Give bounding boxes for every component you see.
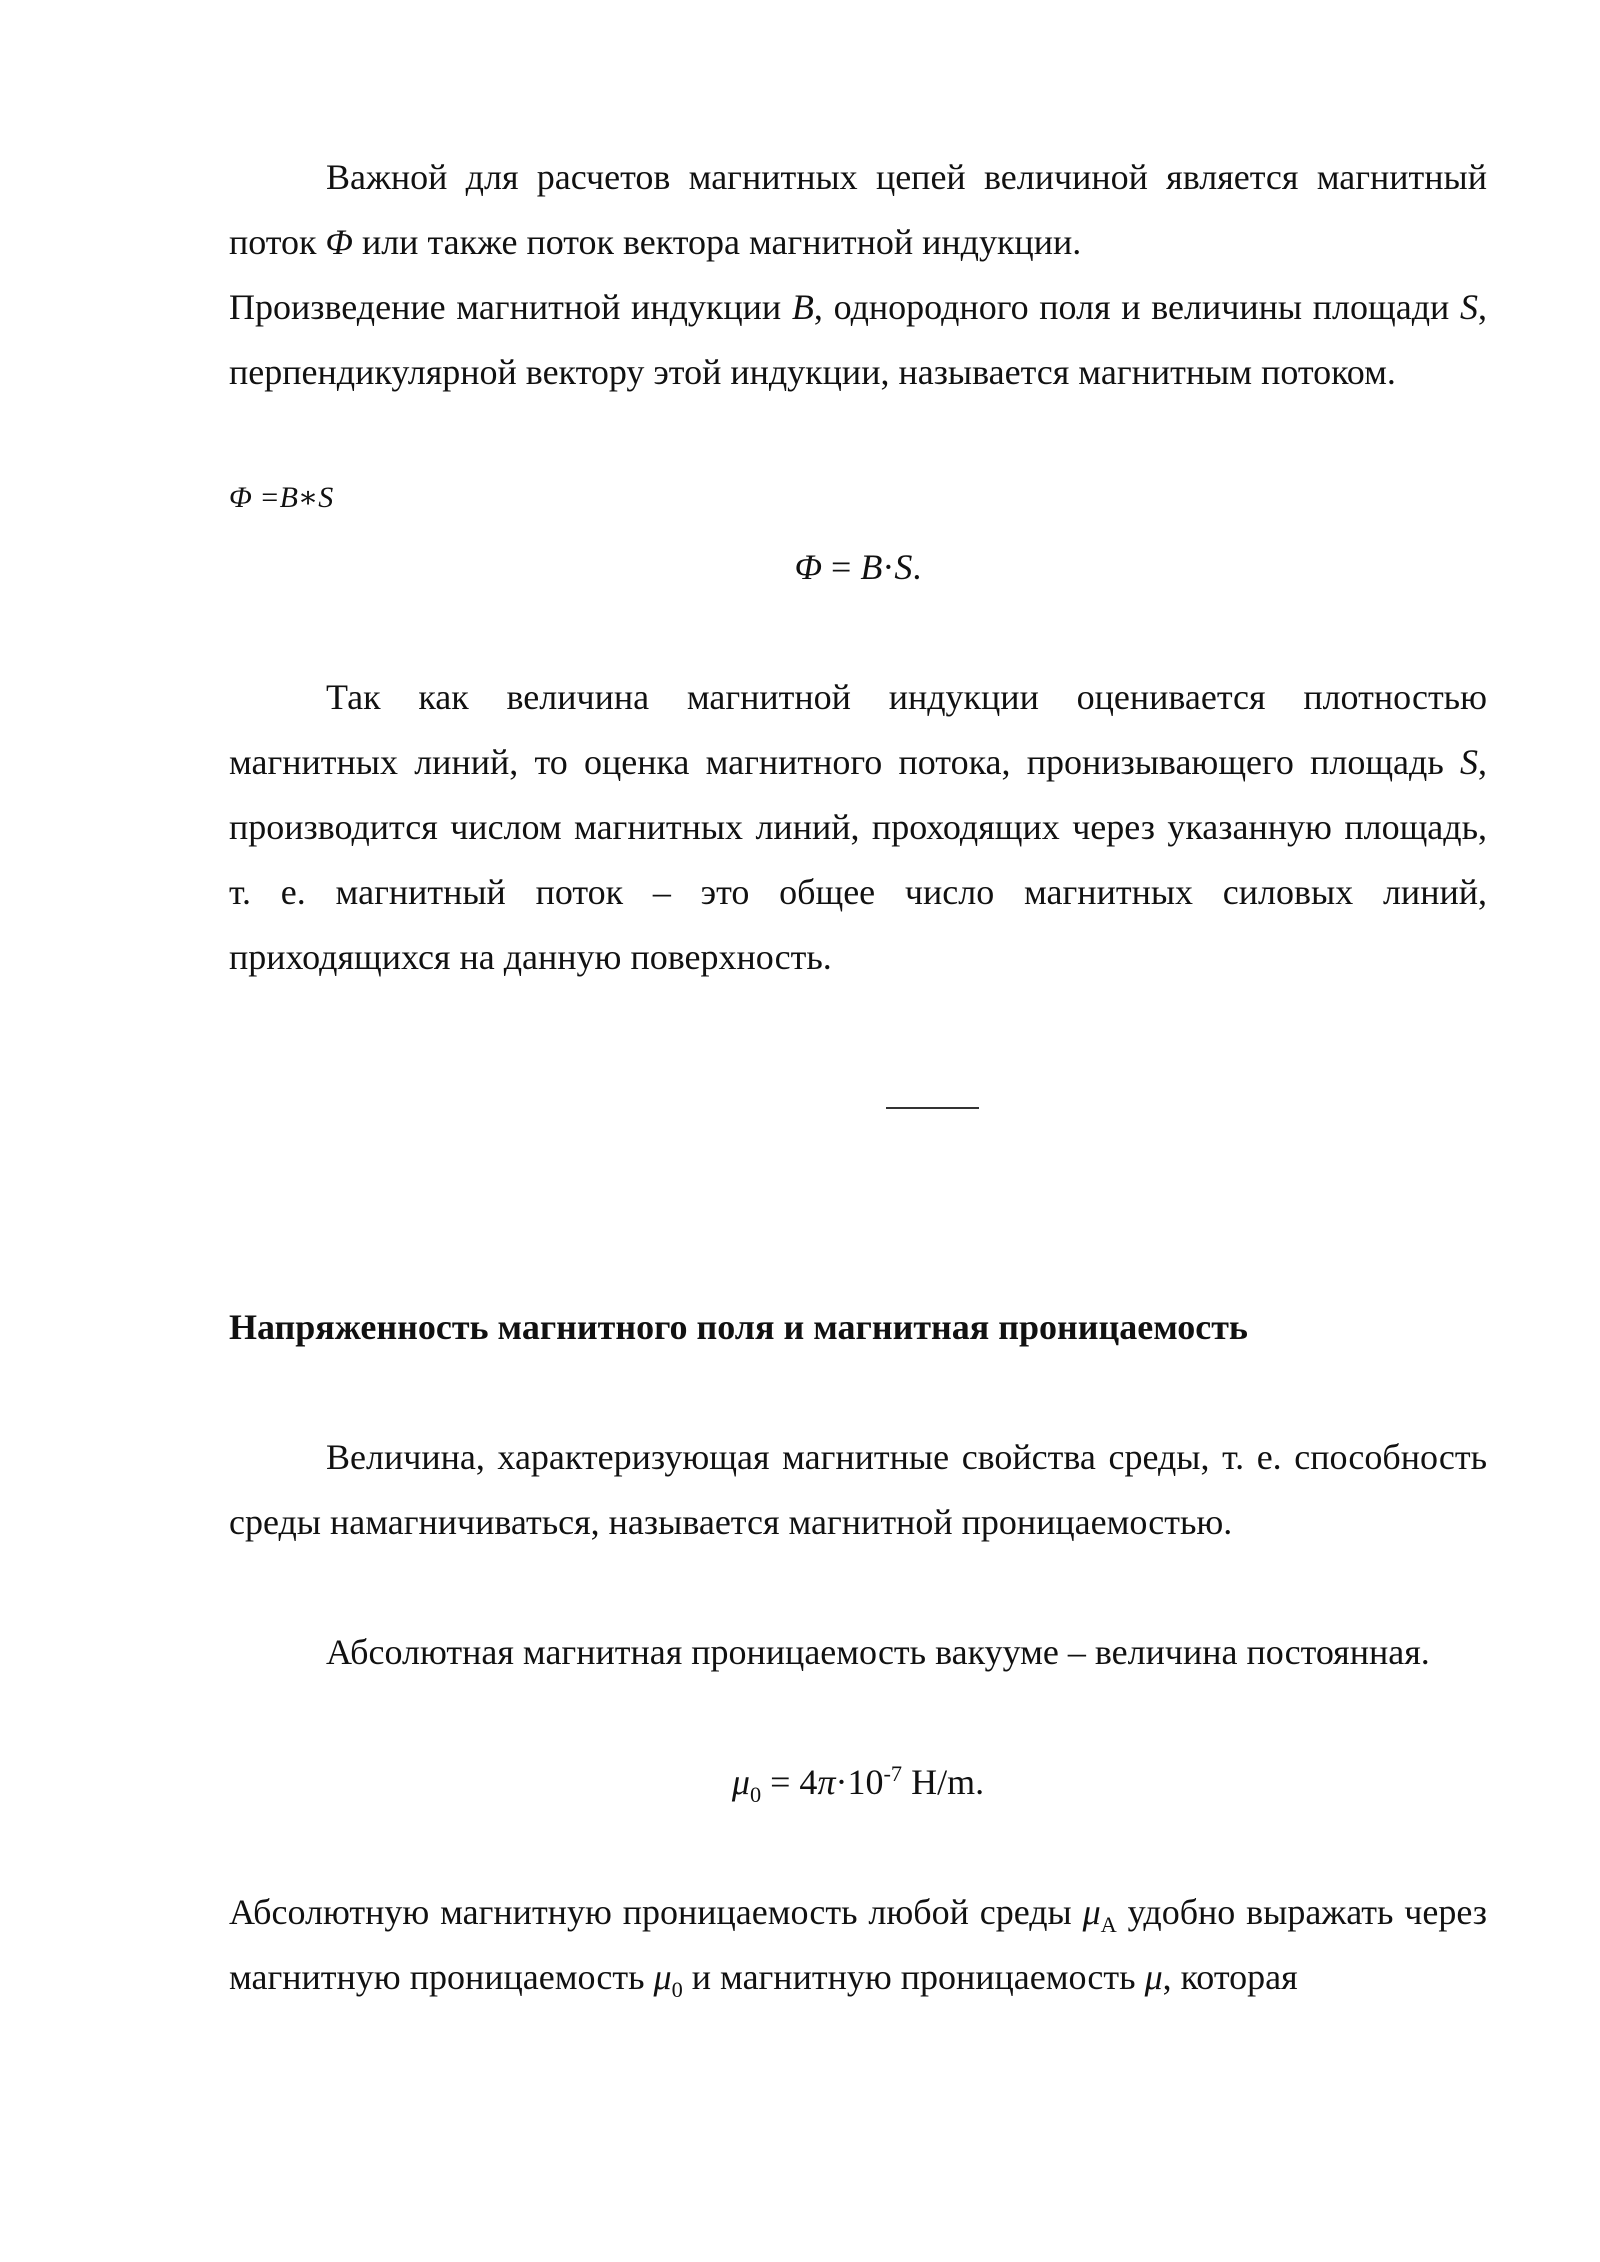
- paragraph-vacuum-permeability: Абсолютная магнитная проницаемость вакууме – величина постоянная.: [326, 1632, 1430, 1672]
- superscript-exponent: -7: [883, 1761, 903, 1786]
- text-span: , которая: [1162, 1957, 1298, 1997]
- paragraph-relative-permeability: [229, 1880, 1487, 2010]
- paragraph-magnetic-flux-intro: [229, 145, 1487, 275]
- section-divider: [886, 1107, 979, 1109]
- text-span: Важной для расчетов магнитных цепей величиной является магнитный: [326, 157, 1487, 197]
- text-span: , однородного поля и величины площади: [813, 287, 1460, 327]
- text-span: ·10: [835, 1762, 884, 1802]
- paragraph-flux-lines: [229, 665, 1487, 990]
- symbol-s: S: [1460, 742, 1478, 782]
- text-span: H/m.: [902, 1762, 985, 1802]
- text-span: поток: [229, 222, 326, 262]
- symbol-mu: μ: [1082, 1892, 1101, 1932]
- text-span: Так как величина магнитной индукции оценивается плотностью магнитных линий, то оценка магнитного потока, пронизывающего площадь: [229, 677, 1487, 782]
- formula-flux: [229, 535, 1487, 600]
- text-span: =: [822, 547, 861, 587]
- symbol-pi: π: [817, 1762, 836, 1802]
- subscript-zero: 0: [671, 1977, 683, 2003]
- text-span: .: [912, 547, 922, 587]
- text-span: , перпендикулярной вектору этой индукции, называется магнитным потоком.: [229, 287, 1487, 392]
- symbol-mu: μ: [731, 1762, 750, 1802]
- subscript-zero: 0: [749, 1782, 762, 1808]
- symbol-phi: Φ: [325, 222, 353, 262]
- text-span: = 4: [761, 1762, 818, 1802]
- text-span: Произведение магнитной индукции: [229, 287, 792, 327]
- symbol-b: B: [791, 287, 814, 327]
- text-span: Абсолютную магнитную проницаемость любой среды: [229, 1892, 1083, 1932]
- inline-equation-small: Φ =B∗S: [229, 481, 334, 514]
- text-span: или также поток вектора магнитной индукции.: [352, 222, 1082, 262]
- text-span: ·: [882, 547, 895, 587]
- text-span: , производится числом магнитных линий, проходящих через указанную площадь, т. е. магнитный поток – это общее число магнитных силовых линий, приходящихся на данную поверхность.: [229, 742, 1487, 977]
- text-span: и магнитную проницаемость: [682, 1957, 1145, 1997]
- symbol-mu: μ: [653, 1957, 672, 1997]
- symbol-mu: μ: [1144, 1957, 1163, 1997]
- formula-mu0: [229, 1750, 1487, 1815]
- subscript-a: A: [1100, 1912, 1117, 1938]
- paragraph-permeability-definition: Величина, характеризующая магнитные свойства среды, т. е. способность среды намагничиваться, называется магнитной проницаемостью.: [229, 1437, 1487, 1542]
- symbol-b: B: [860, 547, 883, 587]
- symbol-phi: Φ: [794, 547, 823, 587]
- section-heading: Напряженность магнитного поля и магнитная проницаемость: [229, 1307, 1248, 1347]
- symbol-s: S: [1460, 287, 1478, 327]
- symbol-s: S: [894, 547, 913, 587]
- text-span: удобно выражать через магнитную проницаемость: [229, 1892, 1487, 1997]
- paragraph-flux-definition: [229, 275, 1487, 405]
